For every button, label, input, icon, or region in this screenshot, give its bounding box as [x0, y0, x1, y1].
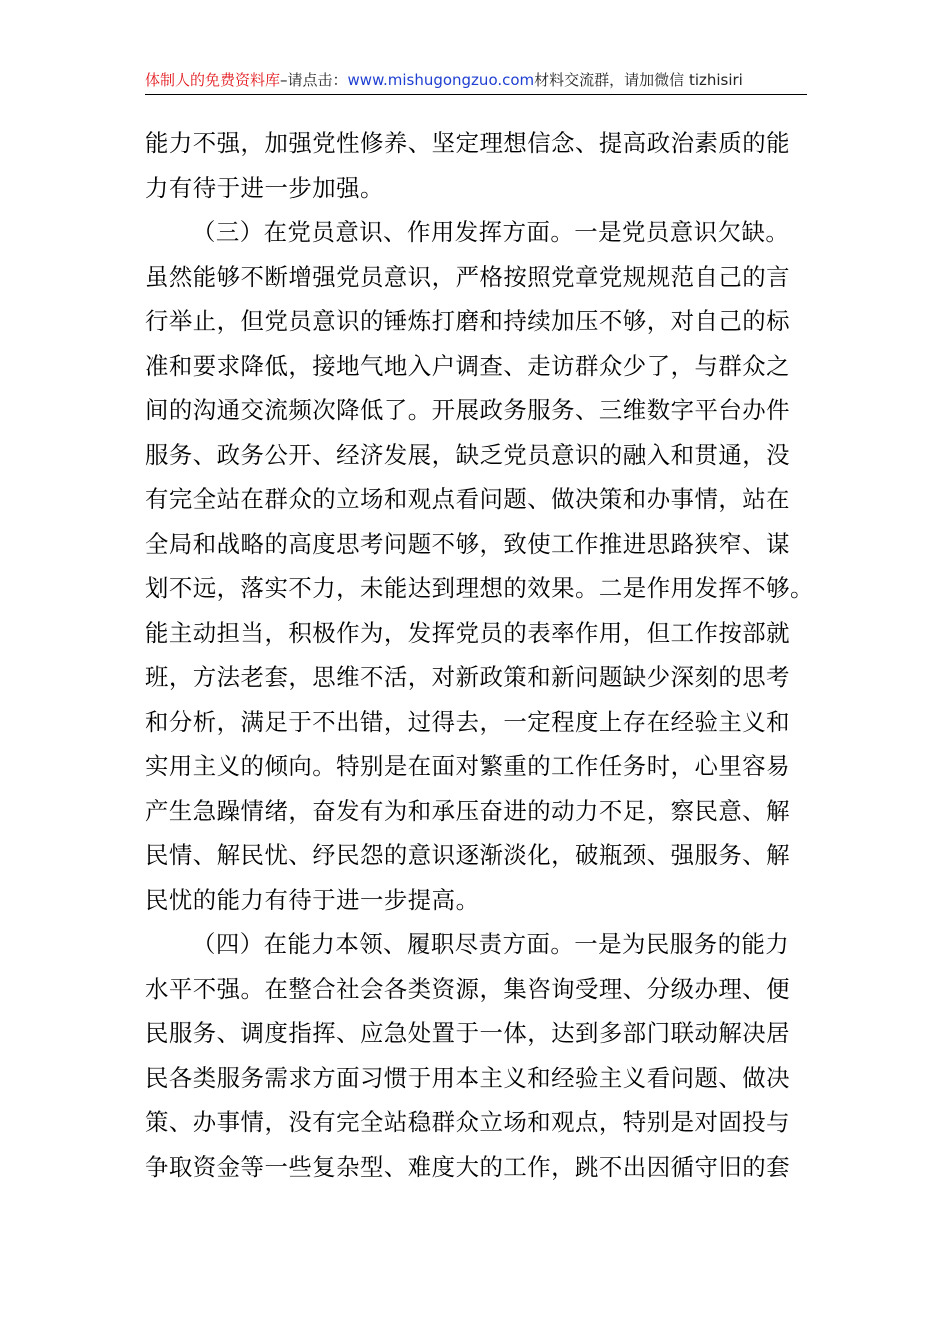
body-line: 有完全站在群众的立场和观点看问题、做决策和办事情，站在 [145, 485, 791, 513]
body-line: 民各类服务需求方面习惯于用本主义和经验主义看问题、做决 [145, 1063, 791, 1092]
body-line: 划不远，落实不力，未能达到理想的效果。二是作用发挥不够。 [145, 574, 814, 602]
body-line: 班，方法老套，思维不活，对新政策和新问题缺少深刻的思考 [145, 663, 791, 691]
document-body [145, 121, 817, 1189]
body-line: 水平不强。在整合社会各类资源，集咨询受理、分级办理、便 [145, 974, 791, 1003]
body-line: 力有待于进一步加强。 [145, 173, 384, 202]
section-heading-line: （四）在能力本领、履职尽责方面。一是为民服务的能力 [192, 930, 790, 958]
body-line: 虽然能够不断增强党员意识，严格按照党章党规规范自己的言 [145, 262, 791, 291]
body-line: 产生急躁情绪，奋发有为和承压奋进的动力不足，察民意、解 [145, 796, 791, 825]
body-line: 服务、政务公开、经济发展，缺乏党员意识的融入和贯通，没 [145, 440, 791, 469]
body-line: 行举止，但党员意识的锤炼打磨和持续加压不够，对自己的标 [145, 307, 791, 335]
body-line: 民服务、调度指挥、应急处置于一体，达到多部门联动解决居 [145, 1019, 791, 1047]
body-line: 全局和战略的高度思考问题不够，致使工作推进思路狭窄、谋 [145, 529, 791, 558]
body-line: 民忧的能力有待于进一步提高。 [145, 885, 480, 914]
section-heading-line: （三）在党员意识、作用发挥方面。一是党员意识欠缺。 [192, 218, 790, 246]
body-line: 准和要求降低，接地气地入户调查、走访群众少了，与群众之 [145, 351, 791, 380]
body-line: 和分析，满足于不出错，过得去，一定程度上存在经验主义和 [145, 707, 791, 736]
body-line: 争取资金等一些复杂型、难度大的工作，跳不出因循守旧的套 [145, 1152, 791, 1181]
body-line: 实用主义的倾向。特别是在面对繁重的工作任务时，心里容易 [145, 752, 791, 780]
body-line: 策、办事情，没有完全站稳群众立场和观点，特别是对固投与 [145, 1108, 791, 1136]
header-brand: 体制人的免费资料库 [145, 71, 281, 89]
header-url-link[interactable]: www.mishugongzuo.com [347, 71, 535, 89]
header-prompt: –请点击： [280, 71, 348, 89]
body-line: 民情、解民忧、纾民怨的意识逐渐淡化，破瓶颈、强服务、解 [145, 841, 791, 869]
header-contact-note: 材料交流群，请加微信 tizhisiri [534, 71, 743, 89]
body-line: 间的沟通交流频次降低了。开展政务服务、三维数字平台办件 [145, 396, 791, 424]
body-line: 能力不强，加强党性修养、坚定理想信念、提高政治素质的能 [145, 129, 791, 157]
page-header [145, 66, 807, 95]
body-line: 能主动担当，积极作为，发挥党员的表率作用，但工作按部就 [145, 618, 791, 647]
